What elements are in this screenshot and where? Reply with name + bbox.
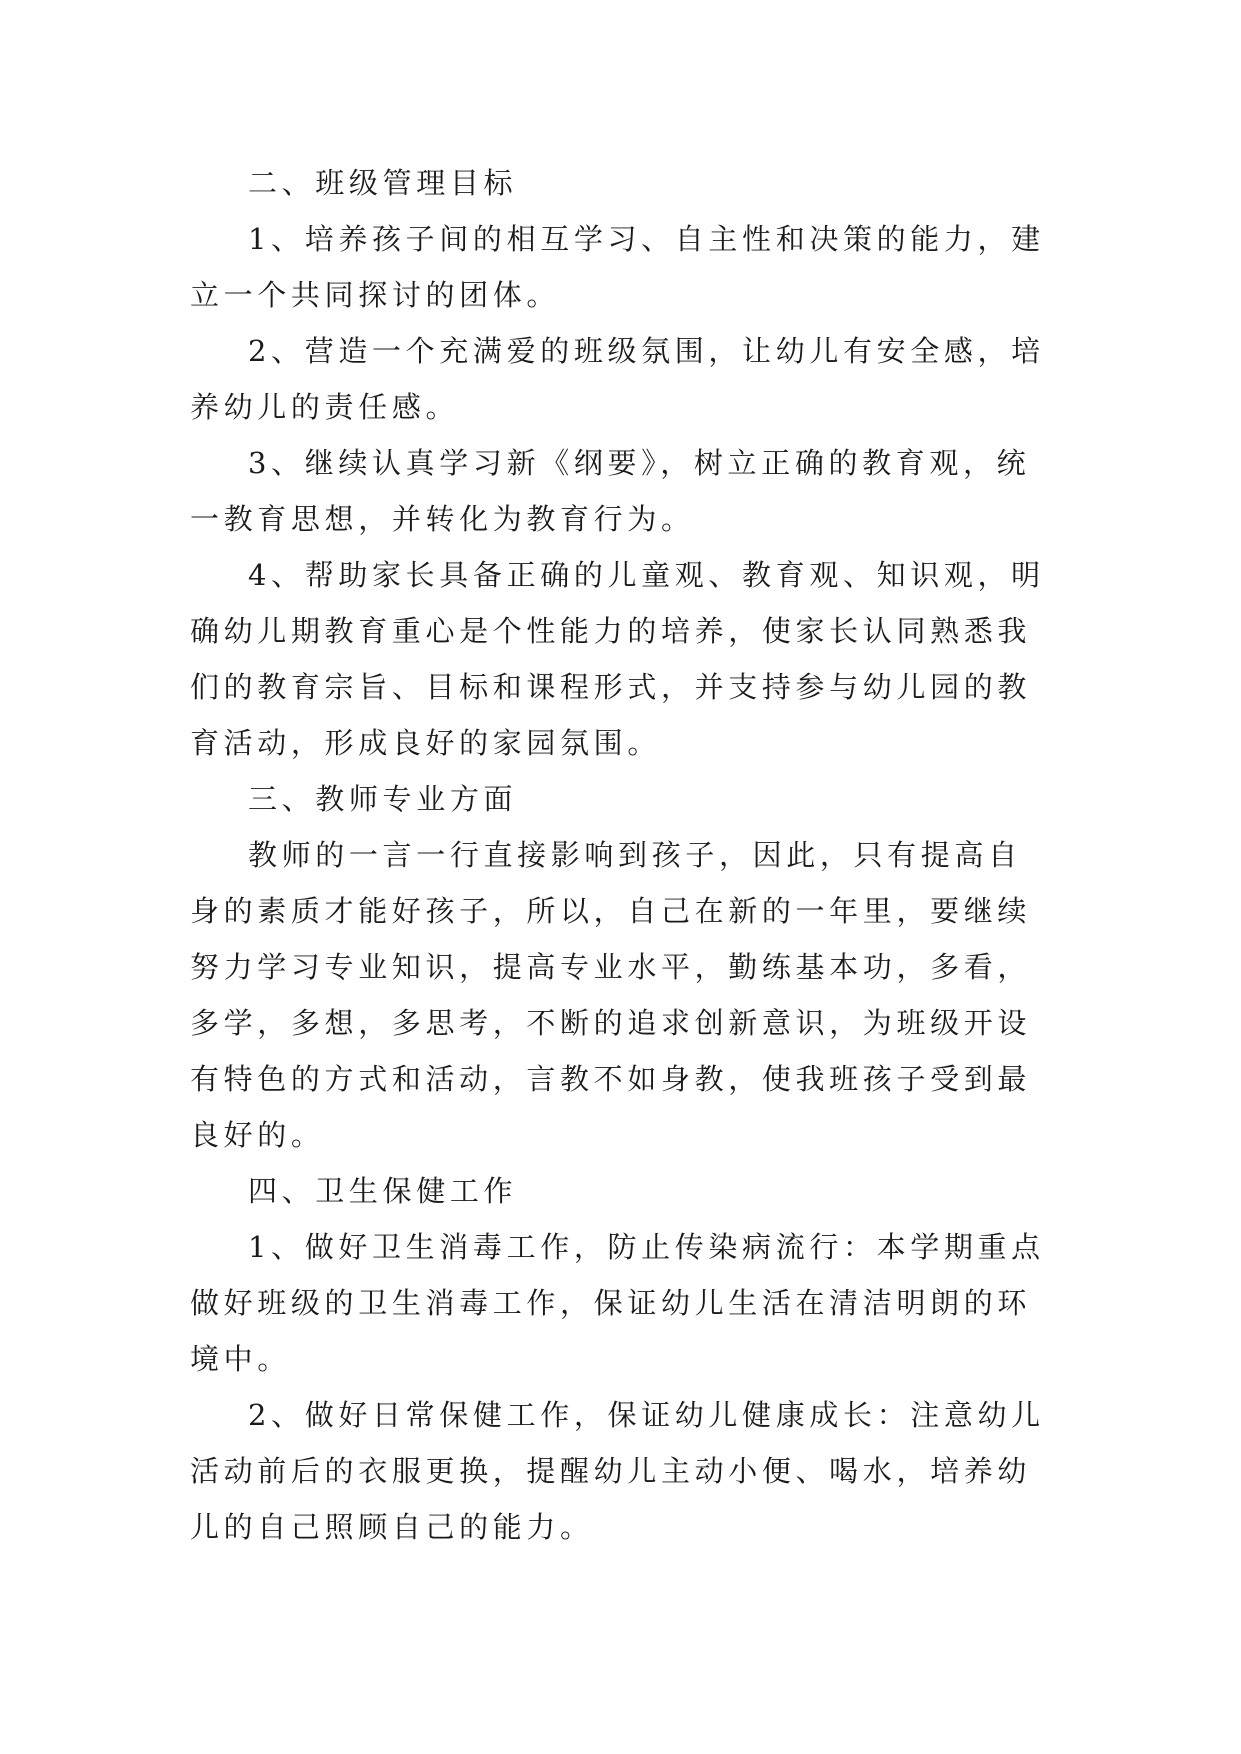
document-body (190, 155, 1055, 1555)
paragraph: 3、继续认真学习新《纲要》，树立正确的教育观，统一教育思想，并转化为教育行为。 (190, 446, 1031, 536)
section-heading-class-management: 二、班级管理目标 (248, 166, 518, 200)
section-heading-teacher-professional: 三、教师专业方面 (248, 782, 518, 816)
paragraph: 4、帮助家长具备正确的儿童观、教育观、知识观，明确幼儿期教育重心是个性能力的培养，使家长认同熟悉我们的教育宗旨、目标和课程形式，并支持参与幼儿园的教育活动，形成良好的家园氛围。 (190, 558, 1045, 760)
paragraph: 教师的一言一行直接影响到孩子，因此，只有提高自身的素质才能好孩子，所以，自己在新的一年里，要继续努力学习专业知识，提高专业水平，勤练基本功，多看，多学，多想，多思考，不断的追求创新意识，为班级开设有特色的方式和活动，言教不如身教，使我班孩子受到最良好的。 (190, 838, 1032, 1152)
section-heading-health-care: 四、卫生保健工作 (248, 1174, 518, 1208)
paragraph: 1、做好卫生消毒工作，防止传染病流行：本学期重点做好班级的卫生消毒工作，保证幼儿生活在清洁明朗的环境中。 (190, 1230, 1045, 1376)
paragraph: 2、做好日常保健工作，保证幼儿健康成长：注意幼儿活动前后的衣服更换，提醒幼儿主动小便、喝水，培养幼儿的自己照顾自己的能力。 (190, 1398, 1045, 1544)
paragraph: 1、培养孩子间的相互学习、自主性和决策的能力，建立一个共同探讨的团体。 (190, 222, 1045, 312)
paragraph: 2、营造一个充满爱的班级氛围，让幼儿有安全感，培养幼儿的责任感。 (190, 334, 1045, 424)
